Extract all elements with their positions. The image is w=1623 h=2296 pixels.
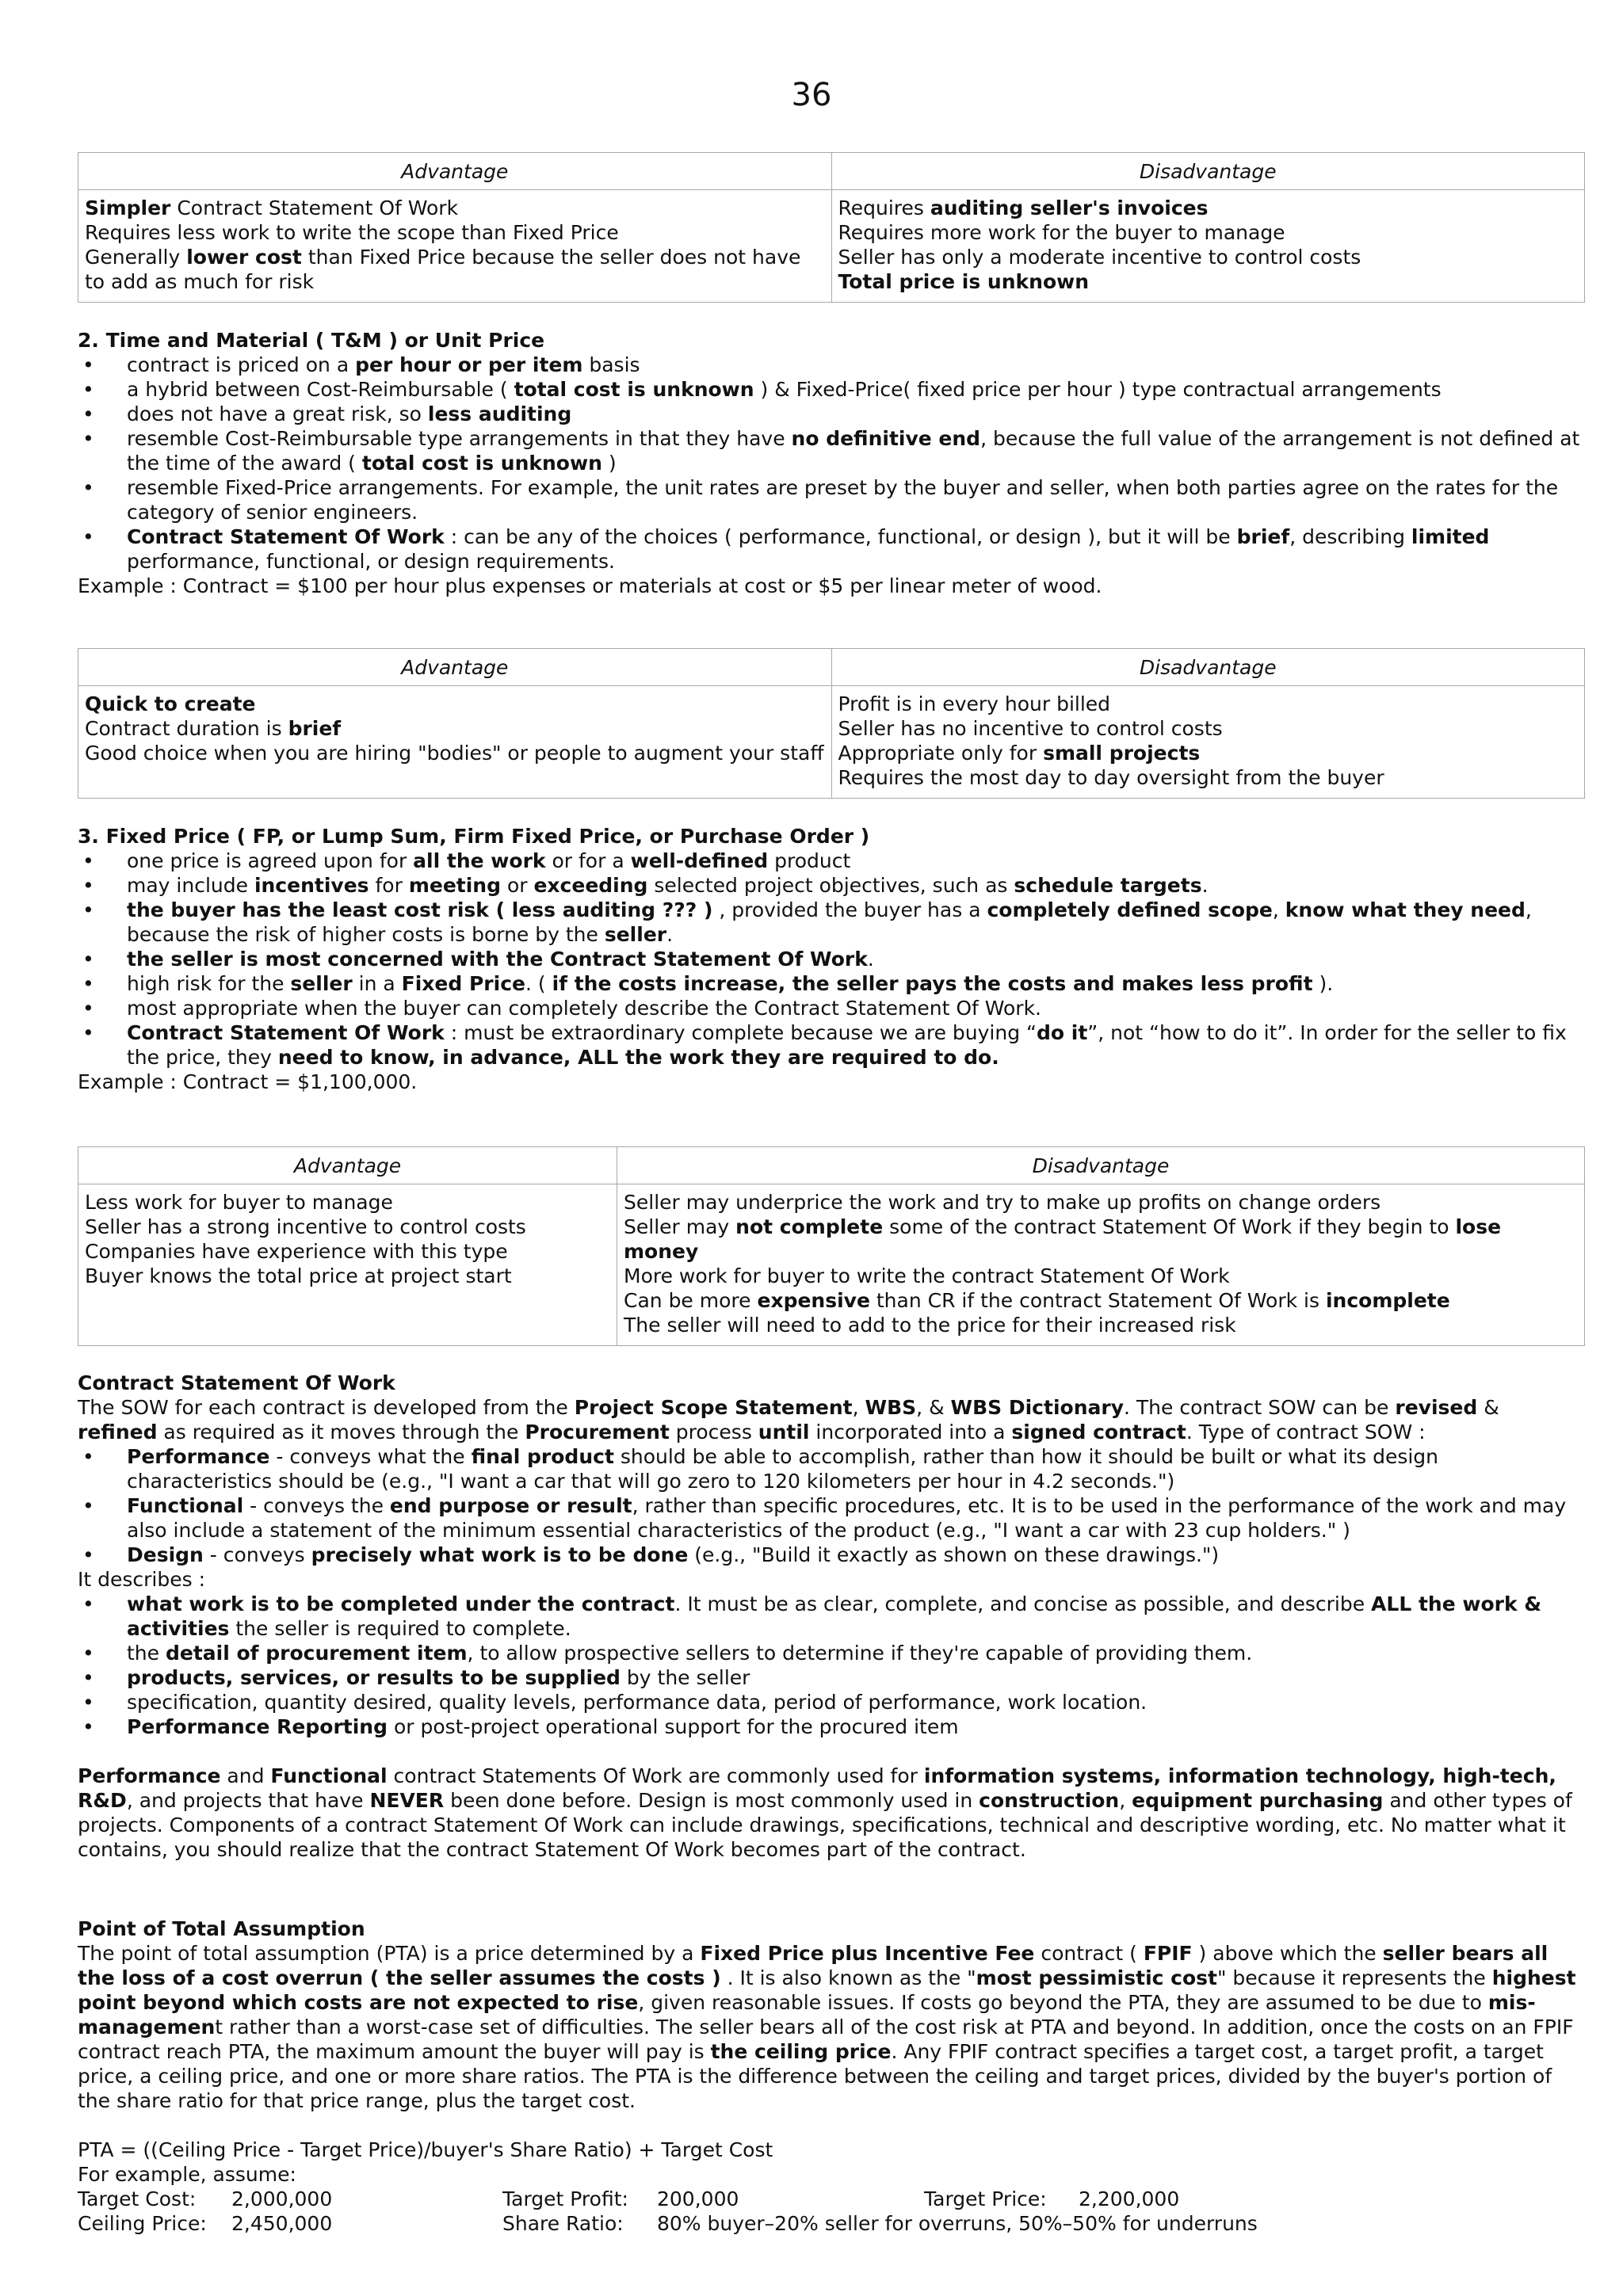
bold-text-run: information systems, information technology, high-tech, R&D: [78, 1764, 1556, 1812]
bold-text-run: not complete: [735, 1215, 884, 1238]
bold-text-run: small projects: [1043, 742, 1201, 765]
text-run: Contract Statement Of Work: [170, 196, 459, 219]
bold-text-run: the buyer has the least cost risk ( less auditing ??? ): [127, 898, 713, 921]
cr-advantage-header: Advantage: [78, 153, 832, 190]
text-run: - conveys the: [243, 1494, 390, 1517]
target-cost-value: 2,000,000: [231, 2187, 333, 2210]
bold-text-run: lower cost: [186, 246, 302, 269]
text-run: Can be more: [624, 1289, 758, 1312]
table-cell-line: [85, 196, 825, 220]
table-cell-line: [85, 220, 825, 245]
text-run: , &: [916, 1396, 951, 1419]
tm-disadvantage-header: Disadvantage: [831, 649, 1585, 686]
bold-text-run: if the costs increase, the seller pays the costs and makes less profit: [552, 972, 1313, 995]
bold-text-run: revised: [1395, 1396, 1478, 1419]
text-run: or: [501, 874, 534, 897]
text-run: Generally: [85, 246, 187, 269]
bullet-item: [78, 1543, 1585, 1567]
share-ratio-value: 80% buyer–20% seller for overruns, 50%–50% for underruns: [657, 2212, 1258, 2235]
text-run: resemble Fixed-Price arrangements. For example, the unit rates are preset by the buyer and seller, when both parties agree on the rates for the category of senior engineers.: [127, 476, 1559, 524]
text-run: &: [1477, 1396, 1499, 1419]
bold-text-run: total cost is unknown: [361, 452, 602, 475]
ceiling-price-label: Ceiling Price:: [78, 2212, 207, 2235]
table-cell-line: [624, 1288, 1578, 1313]
text-run: ,: [852, 1396, 865, 1419]
bullet-item: [78, 1714, 1585, 1739]
text-run: . It is also known as the ": [720, 1966, 976, 1989]
text-run: process: [669, 1421, 758, 1444]
text-run: , given reasonable issues. If costs go beyond the PTA, they are assumed to be due to: [638, 1991, 1488, 2014]
bold-text-run: less auditing: [427, 402, 572, 425]
text-run: been done before. Design is most commonly used in: [444, 1789, 980, 1812]
table-cell-line: [85, 1215, 610, 1239]
table-cell-line: [838, 692, 1579, 716]
text-run: a hybrid between Cost-Reimbursable (: [127, 378, 514, 401]
table-cell-line: [85, 741, 825, 765]
table-cell-line: [85, 1264, 610, 1288]
table-cell-line: [624, 1190, 1578, 1215]
text-run: for: [369, 874, 409, 897]
fp-bullet-list: [78, 849, 1585, 1070]
table-cell-line: [85, 1190, 610, 1215]
bullet-item: [78, 1444, 1585, 1493]
fp-disadvantage-cell: [617, 1184, 1585, 1346]
text-run: . The contract SOW can be: [1124, 1396, 1396, 1419]
bullet-item: [78, 1641, 1585, 1665]
bold-text-run: until: [758, 1421, 810, 1444]
bold-text-run: Quick to create: [85, 692, 256, 715]
csow-describes-label: It describes :: [78, 1568, 206, 1591]
pta-values-row-1: [78, 2187, 1585, 2211]
text-run: basis: [582, 353, 640, 376]
text-run: , rather than specific procedures, etc. It is to be used in the performance of the work and may also include a statement of the minimum essential characteristics of the product (e.g., "I want a car with 23 cup holders." ): [127, 1494, 1567, 1542]
text-run: " because it represents the: [1216, 1966, 1492, 1989]
fp-comparison-table: [78, 1146, 1585, 1346]
bold-text-run: Fixed Price plus Incentive Fee: [700, 1942, 1035, 1965]
text-run: Seller has only a moderate incentive to control costs: [838, 246, 1361, 269]
text-run: The seller will need to add to the price for their increased risk: [624, 1314, 1236, 1337]
bold-text-run: Functional: [127, 1494, 244, 1517]
bold-text-run: auditing seller's invoices: [930, 196, 1209, 219]
text-run: Requires the most day to day oversight from the buyer: [838, 766, 1384, 789]
bold-text-run: precisely what work is to be done: [311, 1543, 689, 1566]
bold-text-run: schedule targets: [1014, 874, 1202, 897]
text-run: most appropriate when the buyer can completely describe the Contract Statement Of Work.: [127, 997, 1042, 1020]
text-run: . It must be as clear, complete, and concise as possible, and describe: [674, 1592, 1372, 1615]
bold-text-run: WBS Dictionary: [950, 1396, 1124, 1419]
tm-comparison-table: [78, 648, 1585, 799]
bold-text-run: NEVER: [369, 1789, 445, 1812]
text-run: , provided the buyer has a: [712, 898, 987, 921]
bold-text-run: ALL the work & activities: [127, 1592, 1542, 1640]
text-run: as required as it moves through the: [157, 1421, 525, 1444]
target-cost-label: Target Cost:: [78, 2187, 197, 2210]
text-run: resemble Cost-Reimbursable type arrangements in that they have: [127, 427, 792, 450]
bold-text-run: all the work: [413, 849, 546, 872]
bold-text-run: incentives: [254, 874, 369, 897]
bold-text-run: incomplete: [1325, 1289, 1450, 1312]
text-run: - conveys: [203, 1543, 311, 1566]
table-cell-line: [624, 1264, 1578, 1288]
bullet-item: [78, 849, 1585, 873]
bold-text-run: construction: [979, 1789, 1120, 1812]
bold-text-run: seller: [604, 923, 667, 946]
bold-text-run: detail of procurement item: [165, 1642, 468, 1665]
bold-text-run: lose money: [624, 1215, 1502, 1263]
text-run: by the seller: [620, 1666, 750, 1689]
text-run: Seller may underprice the work and try to make up profits on change orders: [624, 1191, 1381, 1214]
bold-text-run: Performance: [127, 1445, 270, 1468]
text-run: ): [601, 452, 617, 475]
text-run: The point of total assumption (PTA) is a price determined by a: [78, 1942, 701, 1965]
text-run: than CR if the contract Statement Of Work is: [869, 1289, 1326, 1312]
text-run: .: [867, 948, 874, 971]
pta-formula: PTA = ((Ceiling Price - Target Price)/buyer's Share Ratio) + Target Cost: [78, 2138, 773, 2161]
bullet-item: [78, 402, 1585, 426]
text-run: The SOW for each contract is developed from the: [78, 1396, 575, 1419]
text-run: high risk for the: [127, 972, 291, 995]
tm-advantage-cell: [78, 686, 832, 799]
bold-text-run: WBS: [865, 1396, 917, 1419]
bullet-item: [78, 996, 1585, 1020]
bold-text-run: need to know, in advance, ALL the work they are required to do.: [277, 1046, 999, 1069]
bold-text-run: per hour or per item: [355, 353, 583, 376]
bold-text-run: final product: [471, 1445, 614, 1468]
text-run: Requires more work for the buyer to manage: [838, 221, 1285, 244]
table-cell-line: [85, 716, 825, 741]
bold-text-run: Functional: [270, 1764, 388, 1787]
bold-text-run: most pessimistic cost: [976, 1966, 1217, 1989]
pta-section: [78, 1917, 1585, 2236]
table-cell-line: [838, 765, 1579, 790]
bold-text-run: completely defined scope: [987, 898, 1273, 921]
text-run: incorporated into a: [809, 1421, 1012, 1444]
text-run: Requires: [838, 196, 930, 219]
bullet-item: [78, 1493, 1585, 1543]
text-run: Appropriate only for: [838, 742, 1044, 765]
text-run: or post-project operational support for the procured item: [388, 1715, 959, 1738]
text-run: does not have a great risk, so: [127, 402, 428, 425]
text-run: Companies have experience with this type: [85, 1240, 508, 1263]
share-ratio-label: Share Ratio:: [502, 2212, 624, 2235]
text-run: ,: [1119, 1789, 1132, 1812]
text-run: ”, not “how to do it”. In order for the seller to fix the price, they: [127, 1021, 1567, 1069]
text-run: . (: [525, 972, 552, 995]
bold-text-run: Procurement: [525, 1421, 670, 1444]
bold-text-run: total cost is unknown: [514, 378, 754, 401]
cr-comparison-block: [78, 152, 1585, 303]
fp-advantage-cell: [78, 1184, 617, 1346]
table-cell-line: [838, 741, 1579, 765]
bold-text-run: seller: [290, 972, 353, 995]
pta-values-row-2: [78, 2211, 1585, 2236]
text-run: in a: [352, 972, 402, 995]
table-cell-line: [85, 1239, 610, 1264]
tm-section: [78, 328, 1585, 598]
text-run: than Fixed Price because the seller does not have to add as much for risk: [85, 246, 801, 293]
cr-advantage-cell: [78, 190, 832, 303]
bullet-item: [78, 1690, 1585, 1714]
bold-text-run: limited: [1411, 525, 1490, 548]
bold-text-run: seller bears all the loss of a cost overrun ( the seller assumes the costs ): [78, 1942, 1549, 1989]
csow-section: [78, 1371, 1585, 1862]
text-run: performance, functional, or design requirements.: [127, 550, 615, 573]
bold-text-run: refined: [78, 1421, 158, 1444]
bold-text-run: exceeding: [533, 874, 648, 897]
table-cell-line: [838, 245, 1579, 269]
tm-bullet-list: [78, 353, 1585, 574]
fp-comparison-block: [78, 1146, 1585, 1346]
bold-text-run: well-defined: [630, 849, 769, 872]
bullet-item: [78, 1020, 1585, 1070]
table-cell-line: [85, 692, 825, 716]
tm-heading: 2. Time and Material ( T&M ) or Unit Price: [78, 329, 545, 352]
tm-example: Example : Contract = $100 per hour plus expenses or materials at cost or $5 per linear meter of wood.: [78, 574, 1102, 597]
text-run: .: [1201, 874, 1209, 897]
bullet-item: [78, 426, 1585, 475]
table-cell-line: [624, 1313, 1578, 1337]
text-run: , because the risk of higher costs is borne by the: [127, 898, 1532, 946]
bold-text-run: Performance: [78, 1764, 221, 1787]
bold-text-run: know what they need: [1285, 898, 1526, 921]
cr-disadvantage-cell: [831, 190, 1585, 303]
text-run: some of the contract Statement Of Work if they begin to: [883, 1215, 1456, 1238]
text-run: , because the full value of the arrangement is not defined at the time of the award (: [127, 427, 1580, 475]
bullet-item: [78, 898, 1585, 947]
csow-heading: Contract Statement Of Work: [78, 1371, 395, 1394]
text-run: Seller may: [624, 1215, 736, 1238]
text-run: (e.g., "Build it exactly as shown on these drawings."): [688, 1543, 1220, 1566]
text-run: one price is agreed upon for: [127, 849, 414, 872]
fp-disadvantage-header: Disadvantage: [617, 1147, 1585, 1184]
bold-text-run: Contract Statement Of Work: [127, 525, 445, 548]
text-run: Contract duration is: [85, 717, 288, 740]
bold-text-run: Simpler: [85, 196, 171, 219]
target-price-value: 2,200,000: [1079, 2187, 1180, 2210]
bullet-item: [78, 1592, 1585, 1641]
target-profit-value: 200,000: [657, 2187, 739, 2210]
bold-text-run: highest point beyond which costs are not expected to rise: [78, 1966, 1576, 2014]
csow-describes-list: [78, 1592, 1585, 1739]
page-number: 36: [791, 77, 832, 113]
text-run: the seller is required to complete.: [229, 1617, 571, 1640]
bold-text-run: FPIF: [1143, 1942, 1193, 1965]
bold-text-run: Total price is unknown: [838, 270, 1090, 293]
pta-body: [78, 1941, 1585, 2113]
text-run: . Type of contract SOW :: [1186, 1421, 1426, 1444]
csow-intro: [78, 1395, 1585, 1444]
text-run: and other types of projects. Components of a contract Statement Of Work can include drawings, specifications, technical and descriptive wording, etc. No matter what it contains, you should realize that the contract Statement Of Work becomes part of the contract.: [78, 1789, 1572, 1861]
text-run: should be able to accomplish, rather than how it should be built or what its design characteristics should be (e.g., "I want a car that will go zero to 120 kilometers per hour in 4.2 seconds."): [127, 1445, 1439, 1493]
bold-text-run: the ceiling price: [710, 2040, 892, 2063]
text-run: More work for buyer to write the contract Statement Of Work: [624, 1264, 1230, 1287]
text-run: Seller has a strong incentive to control costs: [85, 1215, 526, 1238]
table-cell-line: [838, 716, 1579, 741]
bold-text-run: what work is to be completed under the contract: [127, 1592, 675, 1615]
bold-text-run: Project Scope Statement: [574, 1396, 853, 1419]
table-cell-line: [838, 269, 1579, 294]
text-run: .: [666, 923, 674, 946]
bold-text-run: do it: [1037, 1021, 1088, 1044]
text-run: Requires less work to write the scope than Fixed Price: [85, 221, 619, 244]
bold-text-run: no definitive end: [791, 427, 981, 450]
table-cell-line: [85, 245, 825, 294]
text-run: : must be extraordinary complete because we are buying “: [444, 1021, 1037, 1044]
bold-text-run: equipment purchasing: [1132, 1789, 1384, 1812]
bold-text-run: Performance Reporting: [127, 1715, 388, 1738]
table-cell-line: [838, 220, 1579, 245]
bullet-item: [78, 1665, 1585, 1690]
text-run: , describing: [1289, 525, 1411, 548]
text-run: , and projects that have: [126, 1789, 370, 1812]
table-cell-line: [838, 196, 1579, 220]
bold-text-run: end purpose or result: [389, 1494, 632, 1517]
bold-text-run: products, services, or results to be supplied: [127, 1666, 621, 1689]
pta-heading: Point of Total Assumption: [78, 1917, 365, 1940]
text-run: ) above which the: [1192, 1942, 1383, 1965]
text-run: : can be any of the choices ( performance, functional, or design ), but it will be: [444, 525, 1237, 548]
fp-heading: 3. Fixed Price ( FP, or Lump Sum, Firm Fixed Price, or Purchase Order ): [78, 825, 870, 848]
text-run: ) & Fixed-Price( fixed price per hour ) type contractual arrangements: [754, 378, 1442, 401]
text-run: product: [768, 849, 851, 872]
bullet-item: [78, 947, 1585, 971]
fp-advantage-header: Advantage: [78, 1147, 617, 1184]
text-run: may include: [127, 874, 254, 897]
bold-text-run: brief: [288, 717, 342, 740]
text-run: ,: [1272, 898, 1285, 921]
bold-text-run: Design: [127, 1543, 204, 1566]
text-run: contract is priced on a: [127, 353, 356, 376]
text-run: contract Statements Of Work are commonly used for: [387, 1764, 924, 1787]
fp-example: Example : Contract = $1,100,000.: [78, 1070, 418, 1093]
text-run: - conveys what the: [269, 1445, 472, 1468]
bold-text-run: expensive: [757, 1289, 870, 1312]
text-run: Less work for buyer to manage: [85, 1191, 393, 1214]
bold-text-run: mis-managemen: [78, 1991, 1536, 2039]
bold-text-run: Fixed Price: [401, 972, 525, 995]
text-run: selected project objectives, such as: [647, 874, 1014, 897]
csow-type-list: [78, 1444, 1585, 1567]
bold-text-run: the seller is most concerned with the Contract Statement Of Work: [127, 948, 868, 971]
bullet-item: [78, 873, 1585, 898]
target-profit-label: Target Profit:: [502, 2187, 628, 2210]
text-run: Buyer knows the total price at project start: [85, 1264, 512, 1287]
table-cell-line: [624, 1215, 1578, 1264]
tm-disadvantage-cell: [831, 686, 1585, 799]
csow-closing-paragraph: [78, 1764, 1585, 1862]
text-run: or for a: [545, 849, 631, 872]
target-price-label: Target Price:: [924, 2187, 1047, 2210]
bullet-item: [78, 353, 1585, 377]
text-run: Seller has no incentive to control costs: [838, 717, 1223, 740]
bullet-item: [78, 971, 1585, 996]
pta-for-example: For example, assume:: [78, 2163, 296, 2186]
text-run: ).: [1312, 972, 1334, 995]
tm-comparison-block: [78, 648, 1585, 799]
text-run: , to allow prospective sellers to determine if they're capable of providing them.: [467, 1642, 1253, 1665]
bullet-item: [78, 377, 1585, 402]
bold-text-run: Contract Statement Of Work: [127, 1021, 445, 1044]
text-run: Good choice when you are hiring "bodies" or people to augment your staff: [85, 742, 824, 765]
ceiling-price-value: 2,450,000: [231, 2212, 333, 2235]
text-run: . Any FPIF contract specifies a target cost, a target profit, a target price, a ceiling price, and one or more share ratios. The PTA is the difference between the ceiling and target prices, divided by the buyer's portion of the share ratio for that price range, plus the target cost.: [78, 2040, 1552, 2112]
text-run: and: [220, 1764, 271, 1787]
cr-disadvantage-header: Disadvantage: [831, 153, 1585, 190]
text-run: contract (: [1034, 1942, 1144, 1965]
bullet-item: [78, 475, 1585, 524]
tm-advantage-header: Advantage: [78, 649, 832, 686]
bold-text-run: brief: [1236, 525, 1290, 548]
text-run: the: [127, 1642, 166, 1665]
bold-text-run: signed contract: [1011, 1421, 1186, 1444]
text-run: t rather than a worst-case set of difficulties. The seller bears all of the cost risk at PTA and beyond. In addition, once the costs on an FPIF contract reach PTA, the maximum amount the buyer will pay is: [78, 2016, 1574, 2063]
text-run: Profit is in every hour billed: [838, 692, 1111, 715]
bullet-item: [78, 524, 1585, 574]
fp-section: [78, 824, 1585, 1094]
bold-text-run: meeting: [408, 874, 501, 897]
text-run: specification, quantity desired, quality levels, performance data, period of performance, work location.: [127, 1691, 1148, 1714]
cr-comparison-table: [78, 152, 1585, 303]
